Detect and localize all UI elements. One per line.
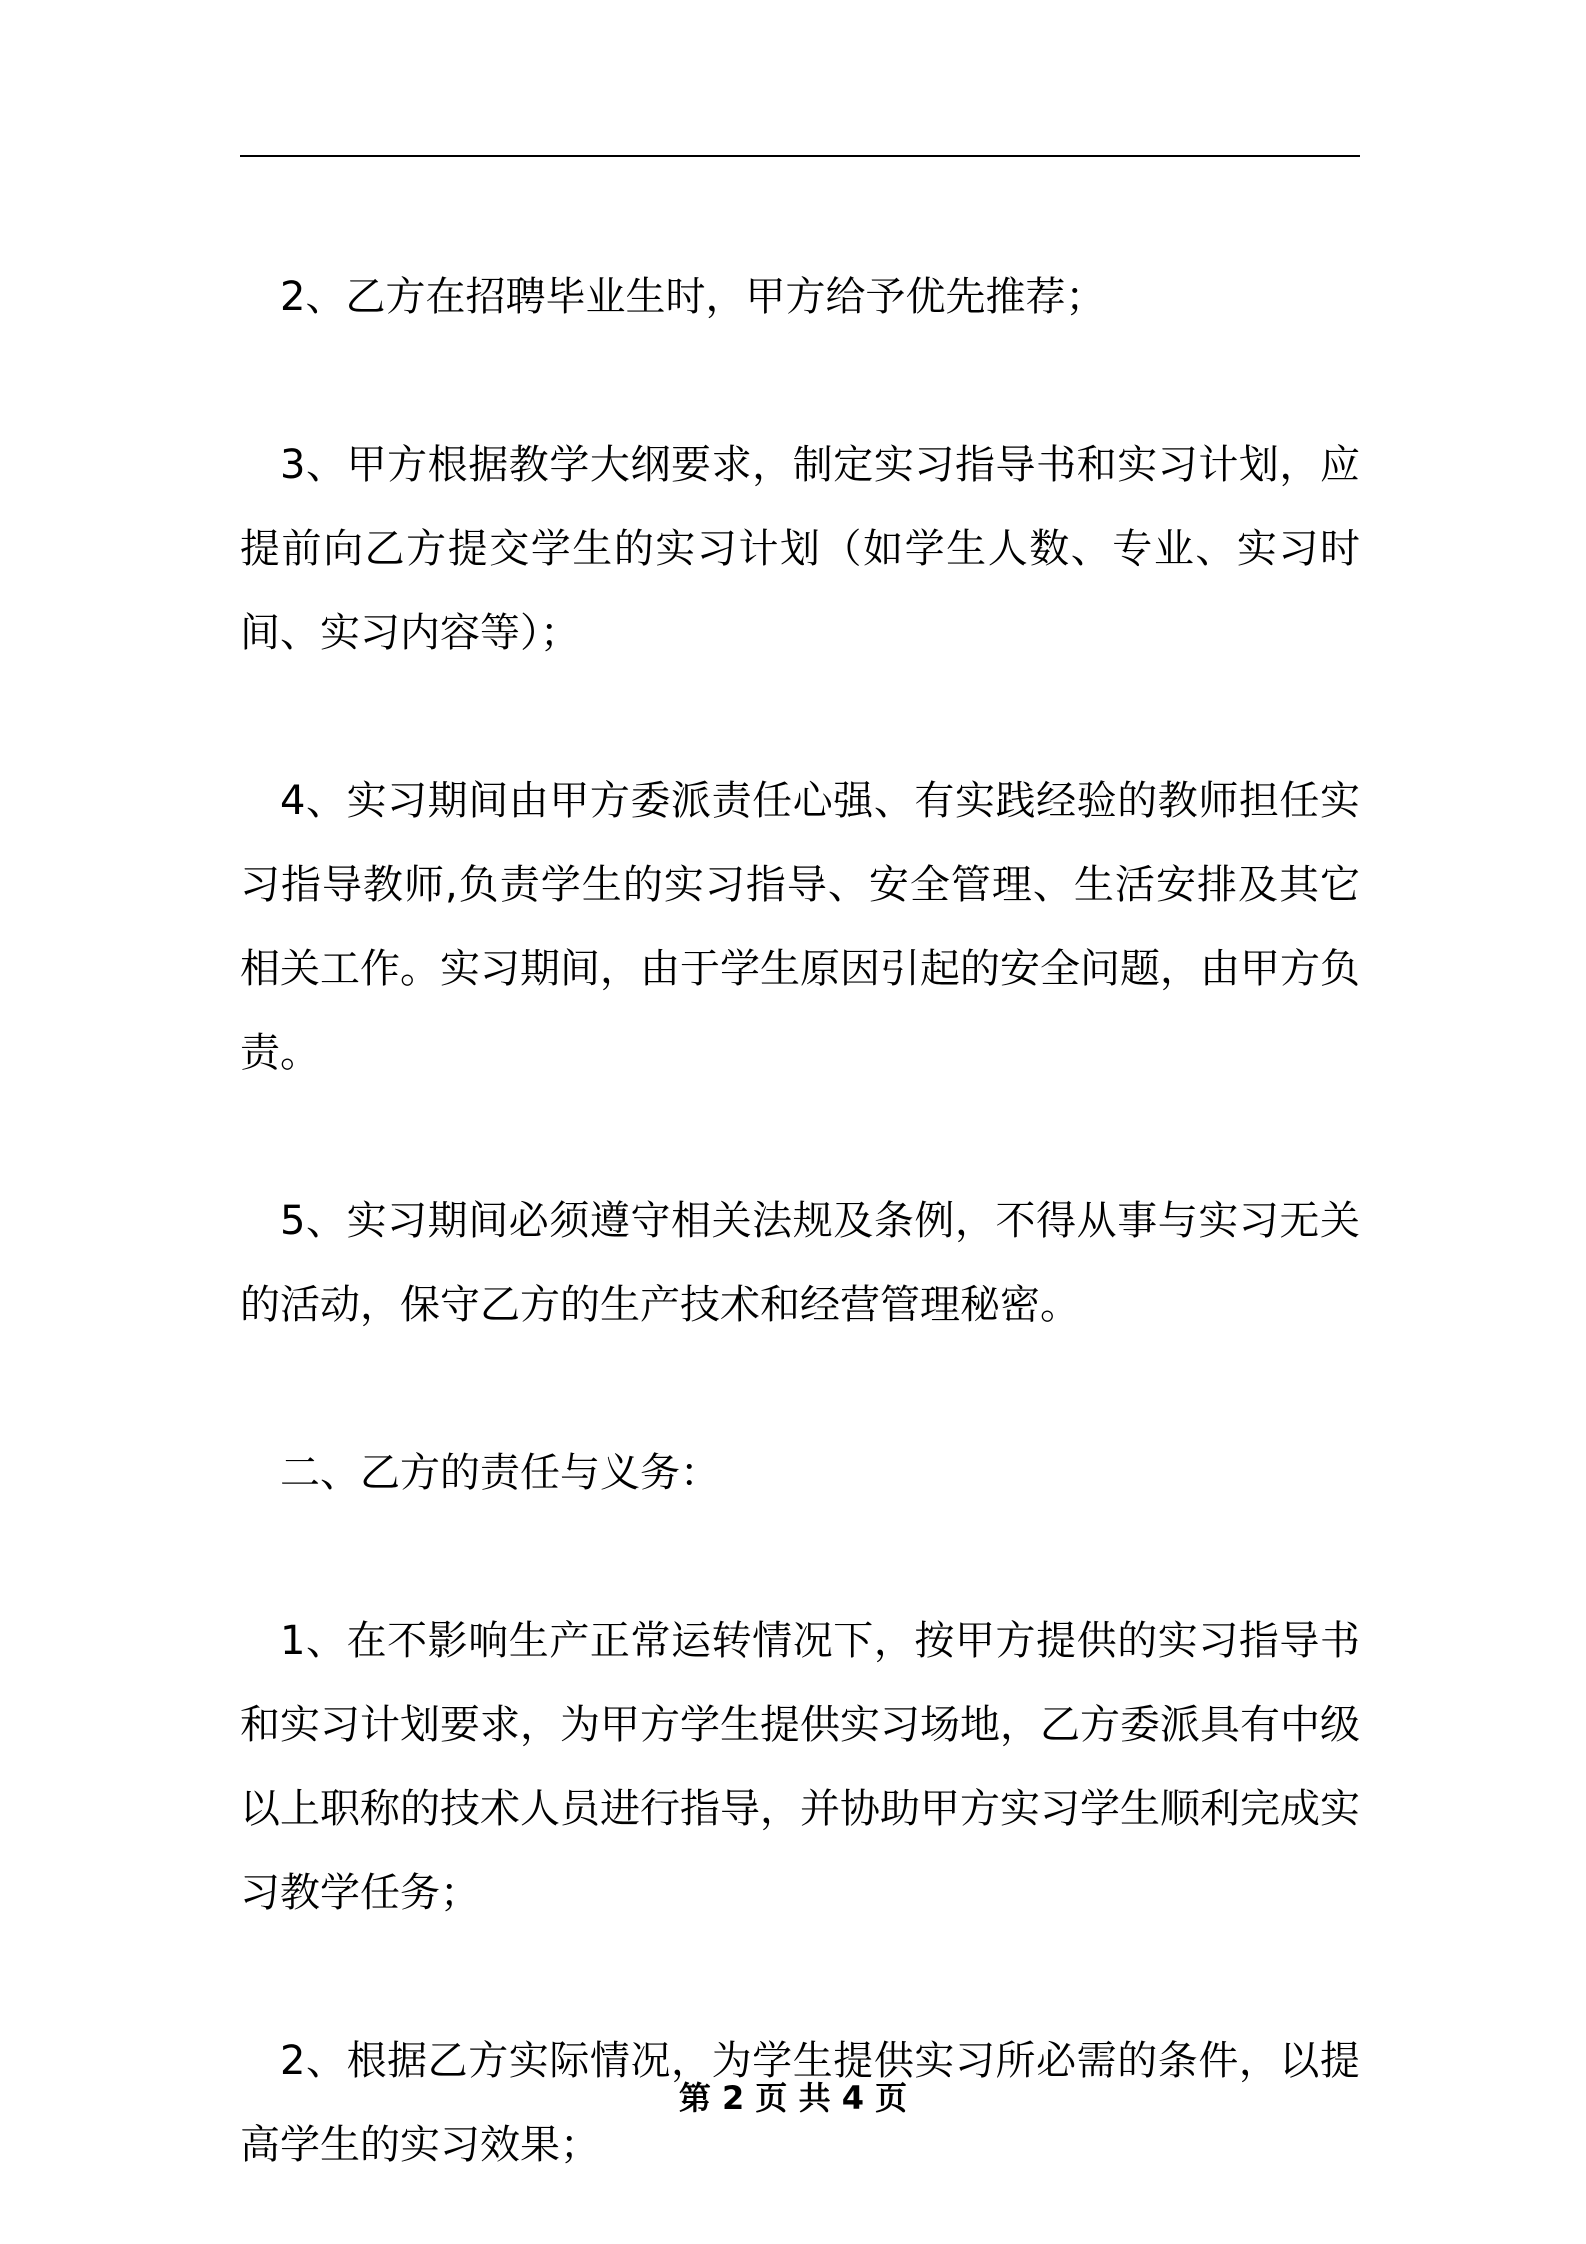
- paragraph-party-b-item-1: 1、在不影响生产正常运转情况下，按甲方提供的实习指导书和实习计划要求，为甲方学生提供实习场地，乙方委派具有中级以上职称的技术人员进行指导，并协助甲方实习学生顺利完成实习教学任务；: [240, 1618, 1360, 1916]
- paragraph-item-4: 4、实习期间由甲方委派责任心强、有实践经验的教师担任实习指导教师,负责学生的实习指导、安全管理、生活安排及其它相关工作。实习期间，由于学生原因引起的安全问题，由甲方负责。: [240, 778, 1360, 1076]
- paragraph-item-5: 5、实习期间必须遵守相关法规及条例，不得从事与实习无关的活动，保守乙方的生产技术和经营管理秘密。: [240, 1198, 1360, 1328]
- paragraph-party-b-item-2: 2、根据乙方实际情况，为学生提供实习所必需的条件，以提高学生的实习效果；: [240, 2038, 1360, 2168]
- paragraph-item-3: 3、甲方根据教学大纲要求，制定实习指导书和实习计划，应提前向乙方提交学生的实习计划（如学生人数、专业、实习时间、实习内容等）；: [240, 442, 1360, 656]
- section-heading-party-b: 二、乙方的责任与义务：: [280, 1450, 720, 1496]
- paragraph-item-2: 2、乙方在招聘毕业生时，甲方给予优先推荐；: [280, 274, 1106, 320]
- page-number: 第 2 页 共 4 页: [678, 2079, 908, 2117]
- document-body: [240, 255, 1360, 2187]
- header-rule: [240, 155, 1360, 157]
